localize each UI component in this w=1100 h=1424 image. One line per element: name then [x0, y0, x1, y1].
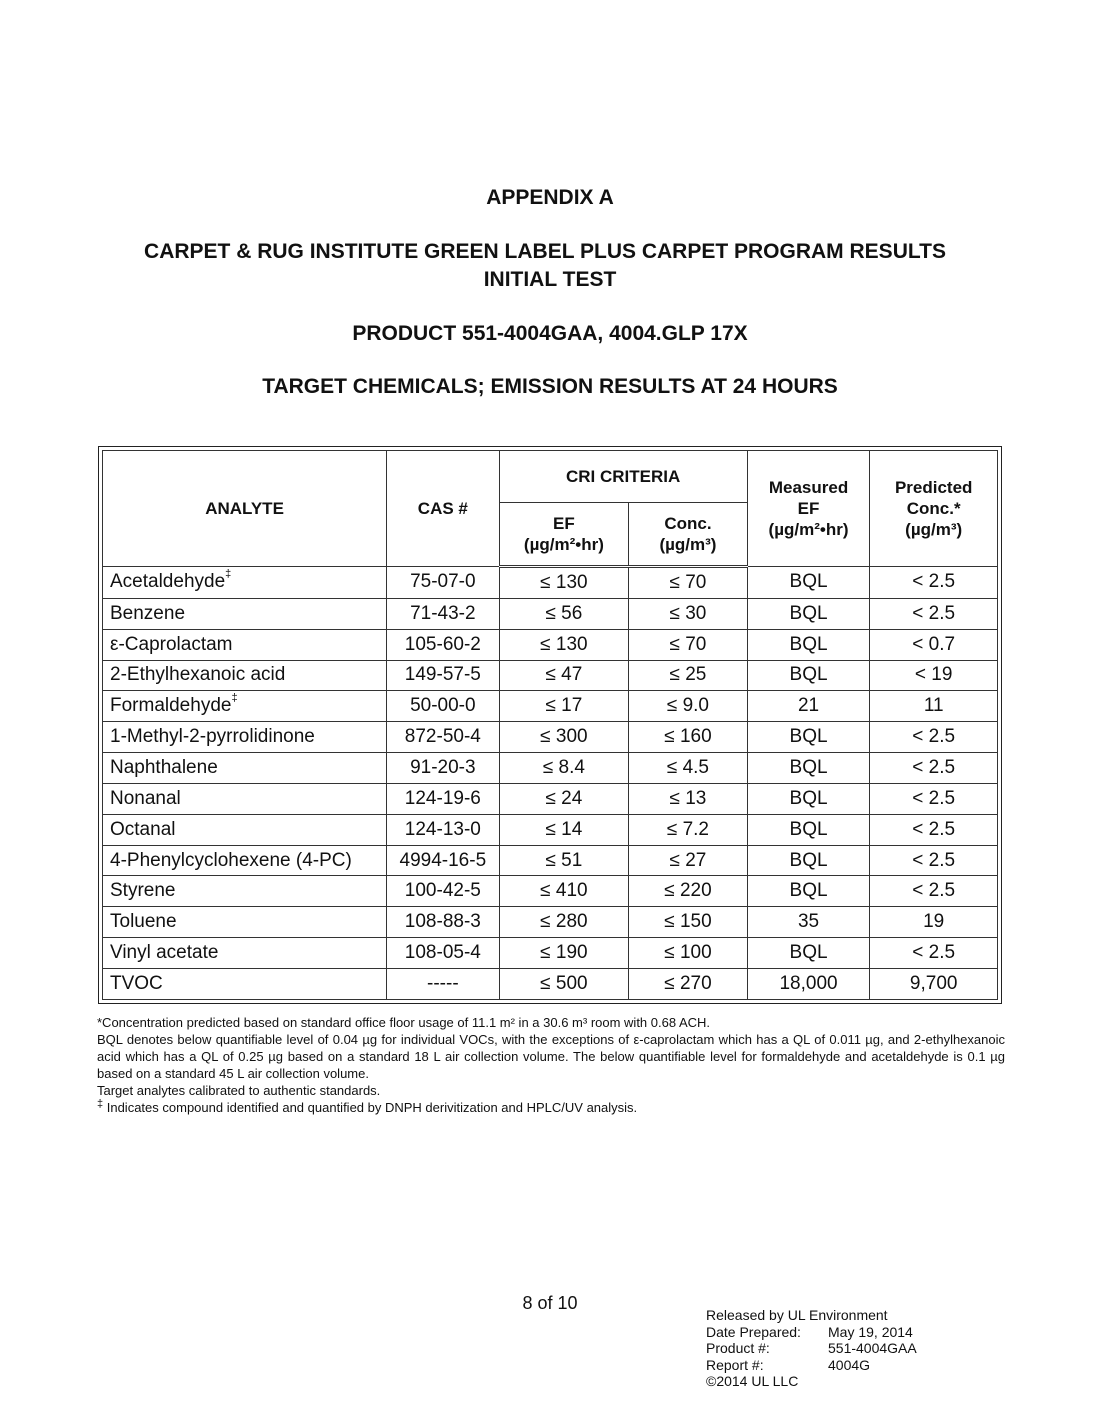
cell-analyte-text: Benzene — [110, 602, 186, 624]
cell-cri-ef-text: ≤ 24 — [545, 787, 583, 809]
cell-predicted-conc-text: < 2.5 — [912, 818, 956, 840]
cell-cri-ef-text: ≤ 17 — [545, 695, 583, 717]
cell-cas — [387, 876, 499, 907]
cell-cas-text: 50-00-0 — [410, 695, 476, 717]
cell-cri-ef — [499, 598, 629, 629]
results-table — [102, 450, 998, 1000]
cell-cri-ef-text: ≤ 190 — [540, 942, 588, 964]
cell-cas — [387, 814, 499, 845]
cell-cri-conc-text: ≤ 100 — [664, 942, 712, 964]
cell-cas — [387, 722, 499, 753]
cell-cri-conc — [629, 969, 748, 1000]
program-subtitle: INITIAL TEST — [483, 268, 617, 291]
note-dnph — [97, 1099, 1005, 1116]
cell-cri-ef-text: ≤ 500 — [540, 973, 588, 994]
cell-measured-ef-text: 18,000 — [779, 973, 838, 994]
cell-predicted-conc — [870, 814, 998, 845]
cell-predicted-conc-text: 11 — [923, 695, 944, 717]
table-notes — [97, 1014, 1005, 1116]
cell-cas-text: 124-13-0 — [404, 818, 481, 840]
cell-measured-ef — [747, 598, 870, 629]
header-measured-line1: Measured — [768, 478, 849, 497]
cell-cas-text: ----- — [427, 973, 459, 994]
cell-cri-ef-text: ≤ 8.4 — [542, 757, 585, 779]
cell-cri-ef-text: ≤ 130 — [540, 633, 588, 655]
cell-measured-ef-text: 21 — [797, 695, 820, 717]
cell-measured-ef-text: BQL — [789, 571, 828, 593]
cell-cas — [387, 660, 499, 691]
cell-cri-ef — [499, 629, 629, 660]
results-rows — [103, 567, 998, 1000]
cell-analyte-text: 2-Ethylhexanoic acid — [110, 664, 286, 686]
cell-measured-ef — [747, 814, 870, 845]
cell-measured-ef-text: BQL — [789, 726, 828, 748]
report-row — [706, 1357, 917, 1374]
cell-cri-conc-text: ≤ 7.2 — [666, 818, 709, 840]
cell-predicted-conc-text: < 2.5 — [912, 942, 956, 964]
cell-cri-ef-text: ≤ 280 — [540, 911, 588, 933]
cell-cri-conc-text: ≤ 70 — [669, 633, 707, 655]
table-row — [103, 753, 998, 784]
cell-analyte-text: TVOC — [110, 973, 163, 994]
program-title: CARPET & RUG INSTITUTE GREEN LABEL PLUS CARPET PROGRAM RESULTS — [144, 240, 946, 263]
cell-measured-ef — [747, 938, 870, 969]
cell-predicted-conc-text: < 2.5 — [912, 726, 956, 748]
cell-analyte — [103, 660, 387, 691]
cell-cri-ef-text: ≤ 300 — [540, 726, 588, 748]
table-row — [103, 567, 998, 599]
cell-cri-ef — [499, 722, 629, 753]
cell-cas-text: 71-43-2 — [410, 602, 476, 624]
cell-analyte — [103, 938, 387, 969]
cell-predicted-conc — [870, 753, 998, 784]
cell-predicted-conc-text: 19 — [923, 911, 945, 933]
table-row — [103, 691, 998, 722]
cell-analyte — [103, 629, 387, 660]
cell-cas-text: 105-60-2 — [404, 633, 481, 655]
table-row — [103, 722, 998, 753]
cell-cri-conc — [629, 691, 748, 722]
cell-cri-conc-text: ≤ 160 — [664, 726, 712, 748]
note-bql: BQL denotes below quantifiable level of 0.04 µg for individual VOCs, with the exceptions of ε-caprolactam which has a QL of 0.011 µg, and 2-ethylhexanoic acid which has a QL of 0.25 µg based on a standard 18 L air collection volume. The below quantifiable level for formaldehyde and acetaldehyde is 0.1 µg based on a standard 45 L air collection volume. — [97, 1032, 1005, 1081]
report-value: 4004G — [828, 1356, 871, 1373]
cell-analyte-text: Formaldehyde — [110, 695, 232, 717]
cell-cas — [387, 845, 499, 876]
table-row — [103, 845, 998, 876]
cell-measured-ef-text: BQL — [789, 664, 828, 686]
cell-predicted-conc — [870, 567, 998, 599]
cell-cri-conc-text: ≤ 27 — [669, 849, 707, 871]
cell-analyte — [103, 907, 387, 938]
cell-cas-text: 4994-16-5 — [399, 849, 487, 871]
cell-analyte — [103, 722, 387, 753]
table-row — [103, 660, 998, 691]
header-analyte: ANALYTE — [103, 451, 387, 567]
cell-predicted-conc — [870, 876, 998, 907]
cell-predicted-conc — [870, 722, 998, 753]
dnph-mark: ‡ — [225, 568, 232, 581]
cell-cas-text: 124-19-6 — [404, 787, 481, 809]
cell-cri-conc — [629, 938, 748, 969]
header-measured-ef — [747, 451, 870, 567]
cell-cri-ef — [499, 753, 629, 784]
cell-analyte — [103, 691, 387, 722]
cell-cas — [387, 691, 499, 722]
target-heading: TARGET CHEMICALS; EMISSION RESULTS AT 24 HOURS — [262, 375, 838, 398]
cell-predicted-conc — [870, 938, 998, 969]
header-cri-conc-unit: (µg/m³) — [659, 535, 717, 554]
cell-measured-ef-text: BQL — [789, 757, 828, 779]
cell-cas — [387, 567, 499, 599]
cell-measured-ef — [747, 660, 870, 691]
release-block — [706, 1307, 917, 1390]
cell-cri-conc — [629, 907, 748, 938]
cell-measured-ef — [747, 876, 870, 907]
cell-cri-ef-text: ≤ 14 — [545, 818, 583, 840]
cell-measured-ef — [747, 845, 870, 876]
cell-analyte — [103, 876, 387, 907]
table-row — [103, 907, 998, 938]
table-row — [103, 598, 998, 629]
cell-cri-conc-text: ≤ 9.0 — [666, 695, 709, 717]
cell-measured-ef-text: 35 — [797, 911, 820, 933]
cell-cas-text: 91-20-3 — [410, 757, 476, 779]
cell-analyte — [103, 598, 387, 629]
cell-cas-text: 100-42-5 — [404, 880, 481, 902]
results-table-frame — [98, 446, 1002, 1004]
date-prepared-row — [706, 1324, 917, 1341]
cell-measured-ef — [747, 722, 870, 753]
cell-cri-ef-text: ≤ 56 — [545, 602, 583, 624]
date-prepared-value: May 19, 2014 — [828, 1323, 913, 1340]
header-cas: CAS # — [387, 451, 499, 567]
product-value: 551-4004GAA — [828, 1340, 917, 1356]
cell-measured-ef — [747, 753, 870, 784]
cell-analyte — [103, 753, 387, 784]
cell-measured-ef-text: BQL — [789, 602, 828, 624]
cell-predicted-conc — [870, 907, 998, 938]
cell-measured-ef — [747, 629, 870, 660]
table-row — [103, 938, 998, 969]
cell-measured-ef-text: BQL — [789, 942, 828, 964]
cell-analyte — [103, 845, 387, 876]
cell-predicted-conc-text: < 2.5 — [912, 571, 956, 593]
cell-cri-ef-text: ≤ 410 — [540, 880, 588, 902]
cell-cas — [387, 783, 499, 814]
cell-cri-conc — [629, 598, 748, 629]
cell-measured-ef-text: BQL — [789, 849, 828, 871]
cell-predicted-conc — [870, 783, 998, 814]
product-label: Product #: — [706, 1340, 770, 1356]
table-row — [103, 814, 998, 845]
cell-cri-conc — [629, 845, 748, 876]
cell-predicted-conc — [870, 629, 998, 660]
header-predicted-line1: Predicted — [894, 478, 973, 497]
cell-measured-ef — [747, 907, 870, 938]
cell-predicted-conc-text: < 2.5 — [912, 757, 956, 779]
cell-cri-conc — [629, 660, 748, 691]
cell-analyte-text: Nonanal — [110, 787, 181, 809]
cell-cri-conc — [629, 876, 748, 907]
cell-cri-conc — [629, 814, 748, 845]
cell-cri-conc — [629, 783, 748, 814]
cell-analyte-text: Octanal — [110, 818, 176, 840]
report-label: Report #: — [706, 1356, 764, 1373]
cell-analyte — [103, 969, 387, 1000]
cell-measured-ef — [747, 691, 870, 722]
cell-predicted-conc — [870, 969, 998, 1000]
cell-analyte-text: 1-Methyl-2-pyrrolidinone — [110, 726, 315, 748]
cell-cri-conc-text: ≤ 220 — [664, 880, 712, 902]
cell-predicted-conc — [870, 598, 998, 629]
note-dnph-mark: ‡ — [97, 1098, 104, 1110]
cell-predicted-conc — [870, 845, 998, 876]
product-row — [706, 1340, 917, 1357]
cell-cri-conc-text: ≤ 150 — [664, 911, 712, 933]
dnph-mark: ‡ — [231, 692, 238, 705]
cell-cri-ef — [499, 567, 629, 599]
copyright: ©2014 UL LLC — [706, 1373, 799, 1389]
cell-cri-ef — [499, 691, 629, 722]
cell-cri-ef-text: ≤ 51 — [545, 849, 583, 871]
cell-predicted-conc-text: 9,700 — [909, 973, 958, 994]
cell-analyte-text: Toluene — [110, 911, 177, 933]
cell-cri-conc-text: ≤ 70 — [669, 571, 707, 593]
cell-cri-conc-text: ≤ 13 — [669, 787, 707, 809]
cell-cas-text: 108-05-4 — [404, 942, 481, 964]
cell-cri-conc-text: ≤ 270 — [664, 973, 712, 994]
cell-cri-ef — [499, 660, 629, 691]
cell-analyte-text: Naphthalene — [110, 757, 218, 779]
date-prepared-label: Date Prepared: — [706, 1323, 801, 1340]
cell-cri-ef — [499, 814, 629, 845]
page-number: 8 of 10 — [522, 1293, 578, 1313]
cell-cri-conc — [629, 567, 748, 599]
cell-cri-ef — [499, 845, 629, 876]
note-concentration: *Concentration predicted based on standard office floor usage of 11.1 m² in a 30.6 m³ room with 0.68 ACH. — [97, 1015, 711, 1030]
cell-analyte — [103, 814, 387, 845]
product-heading: PRODUCT 551-4004GAA, 4004.GLP 17X — [352, 322, 748, 345]
cell-cri-ef — [499, 907, 629, 938]
header-cri-ef-label: EF — [553, 514, 575, 533]
cell-analyte-text: Vinyl acetate — [110, 942, 219, 964]
table-row — [103, 969, 998, 1000]
cell-measured-ef-text: BQL — [789, 787, 828, 809]
cell-analyte — [103, 567, 387, 599]
cell-cri-conc — [629, 753, 748, 784]
appendix-heading: APPENDIX A — [486, 186, 614, 209]
cell-predicted-conc-text: < 2.5 — [912, 849, 956, 871]
cell-predicted-conc-text: < 19 — [914, 664, 953, 686]
cell-predicted-conc-text: < 0.7 — [912, 633, 956, 655]
cell-cri-ef-text: ≤ 47 — [545, 664, 583, 686]
table-row — [103, 783, 998, 814]
table-row — [103, 629, 998, 660]
cell-measured-ef-text: BQL — [789, 818, 828, 840]
cell-cas — [387, 969, 499, 1000]
cell-analyte-text: Acetaldehyde — [110, 571, 226, 593]
cell-cas-text: 149-57-5 — [404, 664, 481, 686]
header-measured-line2: EF — [797, 499, 820, 518]
cell-predicted-conc-text: < 2.5 — [912, 602, 956, 624]
cell-predicted-conc-text: < 2.5 — [912, 787, 956, 809]
cell-cri-conc-text: ≤ 30 — [669, 602, 707, 624]
cell-cri-conc — [629, 629, 748, 660]
cell-cri-conc-text: ≤ 25 — [669, 664, 707, 686]
cell-measured-ef — [747, 969, 870, 1000]
cell-predicted-conc — [870, 691, 998, 722]
header-predicted-conc — [870, 451, 998, 567]
cell-analyte — [103, 783, 387, 814]
note-dnph-text: Indicates compound identified and quantified by DNPH derivitization and HPLC/UV analysis. — [103, 1100, 638, 1115]
released-by: Released by UL Environment — [706, 1307, 888, 1323]
cell-predicted-conc — [870, 660, 998, 691]
cell-cas — [387, 907, 499, 938]
cell-analyte-text: Styrene — [110, 880, 176, 902]
cell-cri-conc-text: ≤ 4.5 — [666, 757, 709, 779]
header-predicted-unit: (µg/m³) — [905, 520, 963, 539]
cell-cri-ef-text: ≤ 130 — [540, 571, 588, 593]
cell-cri-ef — [499, 938, 629, 969]
cell-measured-ef — [747, 567, 870, 599]
header-cri-conc-label: Conc. — [664, 514, 712, 533]
header-cri-criteria: CRI CRITERIA — [499, 451, 747, 503]
header-measured-unit: (µg/m²•hr) — [768, 520, 849, 539]
cell-cas — [387, 938, 499, 969]
header-cri-conc — [629, 503, 748, 567]
header-cri-ef-unit: (µg/m²•hr) — [523, 535, 604, 554]
cell-analyte-text: 4-Phenylcyclohexene (4-PC) — [110, 849, 352, 871]
cell-cri-ef — [499, 876, 629, 907]
cell-cri-ef — [499, 783, 629, 814]
cell-cas-text: 75-07-0 — [410, 571, 476, 593]
cell-cas — [387, 598, 499, 629]
cell-measured-ef-text: BQL — [789, 880, 828, 902]
cell-analyte-text: ε-Caprolactam — [110, 633, 233, 655]
cell-cri-ef — [499, 969, 629, 1000]
cell-cri-conc — [629, 722, 748, 753]
note-calibration: Target analytes calibrated to authentic standards. — [97, 1083, 381, 1098]
header-predicted-line2: Conc.* — [906, 499, 961, 518]
cell-measured-ef — [747, 783, 870, 814]
table-row — [103, 876, 998, 907]
cell-cas — [387, 629, 499, 660]
cell-cas-text: 108-88-3 — [404, 911, 481, 933]
cell-measured-ef-text: BQL — [789, 633, 828, 655]
cell-predicted-conc-text: < 2.5 — [912, 880, 956, 902]
cell-cas — [387, 753, 499, 784]
header-cri-ef — [499, 503, 629, 567]
cell-cas-text: 872-50-4 — [404, 726, 481, 748]
